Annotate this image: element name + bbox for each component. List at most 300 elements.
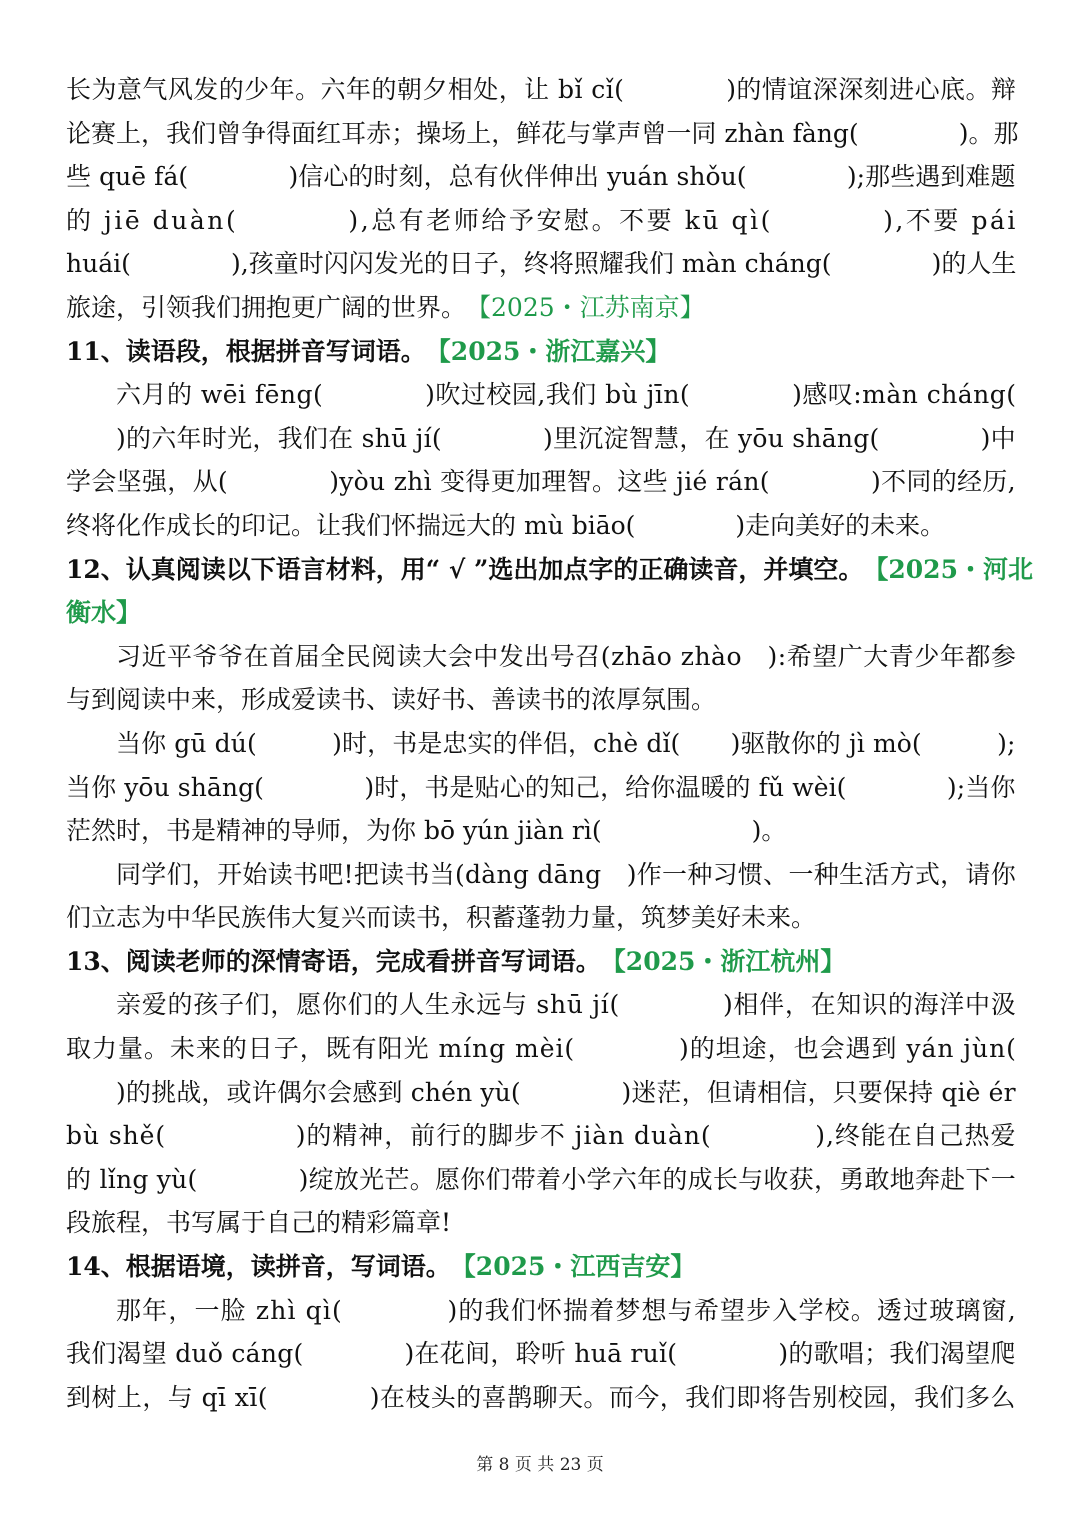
text-char: d — [634, 1121, 651, 1151]
text-line — [66, 68, 1016, 112]
text-char: 能 — [860, 1121, 886, 1151]
text-char — [601, 853, 626, 897]
text-char — [421, 1289, 446, 1333]
text-char: d — [646, 728, 663, 758]
text-char: 相 — [447, 75, 473, 104]
text-line — [66, 155, 1016, 199]
text-char: n — [901, 380, 918, 410]
text-char — [909, 112, 934, 156]
text-char: 前 — [410, 1121, 436, 1151]
text-char: ì — [423, 467, 432, 497]
text-char: ) — [726, 75, 736, 104]
text-char: 。 — [850, 1295, 876, 1325]
text-char: ú — [230, 728, 247, 758]
text-char — [789, 1114, 814, 1158]
text-char — [846, 460, 871, 504]
text-char — [653, 1027, 678, 1071]
text-char: n — [683, 1121, 700, 1151]
text-char: 怀 — [536, 1295, 562, 1325]
text-char: 师 — [453, 205, 479, 235]
text-char: 力 — [91, 1034, 117, 1064]
text-char: z — [255, 1295, 270, 1325]
text-char: m — [681, 249, 706, 279]
text-char: 勇 — [839, 1164, 865, 1194]
text-char: q — [941, 1077, 958, 1107]
text-char — [737, 242, 745, 286]
text-char: 园 — [511, 380, 537, 410]
text-char — [430, 1027, 438, 1071]
text-char: 成 — [687, 1164, 713, 1194]
text-char: 一 — [194, 1295, 220, 1325]
text-char: ū — [190, 728, 207, 758]
text-char: 步 — [746, 1295, 772, 1325]
text-char: 望 — [141, 1339, 167, 1369]
text-char — [601, 1027, 626, 1071]
text-char: 夕 — [422, 75, 448, 104]
text-char: , — [240, 249, 249, 279]
text-char: 些 — [642, 467, 668, 497]
text-char: 耳 — [341, 118, 367, 148]
text-char: ī — [249, 1382, 258, 1412]
text-char — [847, 766, 872, 810]
text-char: ， — [659, 1382, 685, 1412]
text-char: n — [608, 1121, 625, 1151]
text-char: 喜 — [481, 1382, 507, 1412]
text-char: 读 — [396, 641, 422, 671]
text-char: 意 — [116, 75, 142, 104]
text-char: 些 — [890, 162, 916, 192]
text-char: 在 — [379, 1382, 405, 1412]
text-char: 迷 — [631, 1077, 657, 1107]
text-char: ， — [201, 1077, 227, 1107]
text-char: 散 — [765, 728, 791, 758]
text-char: x — [234, 1382, 249, 1412]
text-char: 青 — [888, 641, 914, 671]
text-char: 强 — [141, 467, 167, 497]
text-char: 日 — [247, 1034, 273, 1064]
text-char: ， — [252, 423, 278, 453]
text-char: 你 — [460, 1164, 486, 1194]
text-char: à — [189, 205, 205, 235]
text-char: 一 — [788, 859, 814, 889]
text-char: 子 — [218, 990, 244, 1020]
text-char: y — [156, 1164, 171, 1194]
text-char: 头 — [430, 1382, 456, 1412]
text-char: 唱 — [838, 1339, 864, 1369]
text-char — [166, 722, 174, 766]
text-char: 召 — [575, 641, 601, 671]
text-char: 中 — [990, 423, 1016, 453]
text-char: ； — [391, 118, 417, 148]
text-char: 请 — [731, 1077, 757, 1107]
text-char — [708, 460, 716, 504]
text-char: m — [872, 728, 897, 758]
text-char: í — [423, 423, 432, 453]
text-char: 面 — [291, 118, 317, 148]
text-char: ， — [567, 728, 593, 758]
text-char: 出 — [573, 162, 599, 192]
text-char: h — [270, 1295, 287, 1325]
text-char: 当 — [965, 772, 991, 802]
text-line — [66, 983, 1016, 1027]
text-char: é — [441, 1077, 456, 1107]
text-char: 中 — [473, 641, 499, 671]
text-char: 们 — [939, 1382, 965, 1412]
text-char — [599, 155, 607, 199]
text-char: 月 — [141, 380, 167, 410]
text-char: 吹 — [435, 380, 461, 410]
text-char: 只 — [832, 1077, 858, 1107]
text-char: n — [456, 1077, 473, 1107]
text-char: 汲 — [990, 990, 1016, 1020]
text-char: ; — [1006, 728, 1016, 758]
text-line — [66, 1071, 1016, 1115]
text-char: è — [965, 1077, 981, 1107]
text-char: n — [720, 249, 737, 279]
text-char: 多 — [964, 1382, 990, 1412]
text-char: 茫 — [656, 1077, 682, 1107]
text-char — [304, 460, 329, 504]
text-char: 书 — [292, 859, 318, 889]
text-char: 加 — [516, 467, 542, 497]
text-char: 与 — [738, 1164, 764, 1194]
text-char: , — [360, 205, 369, 235]
text-char: 生 — [991, 249, 1017, 279]
text-char: 风 — [167, 75, 193, 104]
text-char — [918, 373, 926, 417]
text-char: 孩 — [248, 249, 274, 279]
text-char: á — [989, 205, 1005, 235]
text-char: f — [254, 380, 265, 410]
text-char: n — [207, 205, 224, 235]
text-char: 时 — [201, 423, 227, 453]
text-char: 要 — [933, 205, 959, 235]
text-char: ǐ — [574, 75, 583, 104]
text-char: 场 — [441, 118, 467, 148]
text-char: 你 — [91, 772, 117, 802]
text-char: 即 — [736, 1382, 762, 1412]
text-char: g — [832, 118, 849, 148]
text-char: f — [792, 118, 802, 148]
text-line — [66, 417, 1016, 461]
text-char: c — [593, 728, 608, 758]
text-char: ) — [288, 162, 299, 192]
text-char: 发 — [193, 75, 219, 104]
text-char: 学 — [798, 1295, 824, 1325]
text-char: d — [175, 1339, 192, 1369]
text-char: ) — [542, 423, 553, 453]
text-char: g — [277, 1339, 294, 1369]
text-char: 方 — [889, 859, 915, 889]
text-char: 们 — [244, 990, 270, 1020]
text-char: 相 — [733, 990, 759, 1020]
text-char: 给 — [481, 205, 507, 235]
text-char: 年 — [939, 641, 965, 671]
text-char: 伸 — [548, 162, 574, 192]
text-char — [797, 155, 822, 199]
text-char: 望 — [965, 1339, 991, 1369]
text-char — [703, 1332, 728, 1376]
text-char: n — [768, 118, 785, 148]
text-char: à — [711, 641, 726, 671]
text-char: 们 — [485, 1164, 511, 1194]
text-char: ) — [425, 380, 435, 410]
text-char — [307, 722, 332, 766]
text-char: 与 — [167, 1382, 193, 1412]
text-char: 终 — [523, 249, 549, 279]
question-title — [66, 548, 1033, 592]
text-char: ， — [940, 859, 966, 889]
text-char: 我 — [66, 1339, 92, 1369]
text-char — [238, 155, 263, 199]
text-char — [467, 417, 492, 461]
text-char: 遇 — [915, 162, 941, 192]
text-char — [706, 722, 731, 766]
question-title-text: 14、根据语境，读拼音，写词语。 — [66, 1252, 451, 1282]
text-char: 么 — [990, 1382, 1016, 1412]
text-char: 长 — [66, 75, 92, 104]
text-char — [955, 417, 980, 461]
text-char: 的 — [736, 75, 762, 104]
text-char: 学 — [141, 859, 167, 889]
text-char: m — [438, 1034, 463, 1064]
text-char: 学 — [66, 467, 92, 497]
text-char: 我 — [889, 1339, 915, 1369]
text-char: 步 — [513, 1121, 539, 1151]
text-char: 深 — [812, 75, 838, 104]
text-char: ( — [312, 380, 323, 410]
text-char: 里 — [552, 423, 578, 453]
text-char — [767, 373, 792, 417]
text-char: 会 — [819, 1034, 845, 1064]
text-char: 光 — [227, 423, 253, 453]
text-char: 下 — [965, 1164, 991, 1194]
text-char: 量 — [117, 1034, 143, 1064]
text-char: ì — [750, 205, 759, 235]
text-char: ō — [138, 772, 154, 802]
text-char: 不 — [881, 467, 907, 497]
text-char: u — [642, 1339, 659, 1369]
text-char: m — [862, 380, 886, 410]
text-char: 收 — [763, 1164, 789, 1194]
text-char — [897, 766, 922, 810]
text-char: 处 — [473, 75, 499, 104]
text-char: 的 — [423, 249, 449, 279]
text-char: 。 — [591, 467, 617, 497]
text-char — [529, 853, 537, 897]
text-char: i — [1007, 205, 1016, 235]
text-char: à — [801, 118, 817, 148]
text-char: ù — [494, 1077, 511, 1107]
text-char: 神 — [358, 1121, 384, 1151]
text-char: 那 — [865, 162, 891, 192]
text-char: h — [374, 423, 391, 453]
text-char: 伴 — [523, 162, 549, 192]
text-char: ē — [124, 205, 140, 235]
text-char: j — [963, 1034, 972, 1064]
text-char — [403, 1071, 411, 1115]
text-char — [784, 417, 792, 461]
text-char: 近 — [141, 641, 167, 671]
text-char: ē — [222, 380, 238, 410]
text-char: 璃 — [955, 1295, 981, 1325]
text-char: h — [607, 728, 624, 758]
text-char: 沉 — [578, 423, 604, 453]
text-char: 光 — [359, 1164, 385, 1194]
text-char — [246, 373, 254, 417]
text-char: h — [424, 1077, 441, 1107]
text-char: b — [558, 75, 575, 104]
text-char: i — [828, 772, 837, 802]
text-char — [223, 1158, 248, 1202]
text-char: 平 — [167, 641, 193, 671]
text-char: 愿 — [434, 1164, 460, 1194]
text-char: è — [813, 772, 829, 802]
text-char — [981, 1071, 989, 1115]
text-char: 来 — [195, 1034, 221, 1064]
text-char: ě — [139, 1121, 155, 1151]
text-char — [116, 766, 124, 810]
text-char — [343, 1289, 368, 1333]
text-char: 上 — [116, 1382, 142, 1412]
text-char: 要 — [646, 205, 672, 235]
text-char: 或 — [226, 1077, 252, 1107]
text-char: ( — [667, 1339, 677, 1369]
source-tag: 衡水】 — [66, 598, 142, 628]
text-char: 吧 — [318, 859, 344, 889]
text-char: 园 — [863, 1382, 889, 1412]
text-char: 习 — [116, 641, 142, 671]
text-char: ； — [864, 1339, 890, 1369]
text-char: 取 — [66, 1034, 92, 1064]
text-char: 忠 — [442, 728, 468, 758]
text-char: h — [624, 641, 641, 671]
text-char: 年 — [142, 1295, 168, 1325]
text-char: 、 — [763, 859, 789, 889]
text-char: i — [114, 205, 123, 235]
text-char: y — [124, 772, 139, 802]
text-char: 窗 — [981, 1295, 1007, 1325]
text-char — [566, 1114, 574, 1158]
text-char — [289, 766, 314, 810]
text-char: 的 — [306, 1121, 332, 1151]
text-char: 一 — [990, 1164, 1016, 1194]
text-char: 校 — [486, 380, 512, 410]
text-char: n — [221, 772, 238, 802]
text-char: 请 — [965, 859, 991, 889]
text-char: f — [154, 162, 164, 192]
text-char — [620, 983, 645, 1027]
text-char: ( — [257, 1382, 268, 1412]
text-char: 的 — [887, 990, 913, 1020]
question-title-text: 11、读语段，根据拼音写词语。 — [66, 336, 426, 366]
text-char: ， — [888, 1382, 914, 1412]
text-char: n — [789, 249, 806, 279]
text-char: 。 — [965, 75, 991, 104]
text-char: 奔 — [915, 1164, 941, 1194]
text-char: 学 — [586, 1164, 612, 1194]
text-char: 时 — [341, 728, 367, 758]
text-char: 活 — [864, 859, 890, 889]
text-char: 芒 — [384, 1164, 410, 1194]
text-char: n — [663, 380, 680, 410]
text-char: 希 — [786, 641, 812, 671]
text-char: 声 — [616, 118, 642, 148]
text-char — [880, 417, 905, 461]
text-char — [907, 242, 932, 286]
text-char: 中 — [965, 990, 991, 1020]
text-char: 的 — [166, 380, 192, 410]
text-char: 广 — [837, 641, 863, 671]
text-char: j — [574, 1121, 583, 1151]
text-char: 校 — [824, 1295, 850, 1325]
text-char: j — [676, 467, 684, 497]
text-char: b — [605, 380, 622, 410]
text-char: ) — [116, 423, 126, 453]
text-char: 渴 — [939, 1339, 965, 1369]
text-char: 敢 — [864, 1164, 890, 1194]
text-char: á — [245, 1339, 261, 1369]
text-char: 知 — [836, 990, 862, 1020]
text-char — [263, 155, 288, 199]
text-char: s — [676, 162, 690, 192]
text-char: 花 — [439, 1339, 465, 1369]
text-char: ò — [896, 728, 912, 758]
text-char: 驱 — [740, 728, 766, 758]
text-char: 到 — [940, 162, 966, 192]
text-char: h — [190, 772, 207, 802]
text-char — [882, 242, 907, 286]
text-char: 种 — [813, 859, 839, 889]
text-char — [597, 373, 605, 417]
text-char: ù — [621, 380, 638, 410]
text-char: z — [680, 641, 694, 671]
text-char: 刻 — [863, 75, 889, 104]
text-char: é — [692, 467, 708, 497]
text-char: g — [174, 728, 191, 758]
text-char — [668, 155, 676, 199]
text-char: b — [66, 1121, 83, 1151]
text-char — [624, 68, 649, 112]
text-char: u — [153, 772, 170, 802]
text-char: ， — [423, 162, 449, 192]
text-char: c — [231, 1339, 246, 1369]
text-char: ǐ — [605, 75, 614, 104]
text-char: 经 — [957, 467, 983, 497]
text-char: u — [767, 423, 784, 453]
text-char: 给 — [625, 772, 651, 802]
text-char: ( — [869, 423, 880, 453]
text-char: n — [568, 859, 585, 889]
text-char: 的 — [462, 1121, 488, 1151]
text-char: d — [214, 728, 231, 758]
text-char: ) — [883, 205, 893, 235]
text-char: ì — [322, 1295, 331, 1325]
text-char: í — [463, 1034, 472, 1064]
text-char: ī — [218, 1382, 226, 1412]
text-line — [66, 1158, 1016, 1202]
text-char — [385, 460, 393, 504]
text-char — [146, 155, 154, 199]
text-char: 愿 — [296, 990, 322, 1020]
text-char: ( — [187, 1164, 198, 1194]
text-char: 变 — [440, 467, 466, 497]
text-char — [167, 1332, 175, 1376]
text-char: ī — [654, 380, 663, 410]
text-char: 的 — [66, 205, 92, 235]
text-char: 终 — [834, 1121, 860, 1151]
text-char: 到 — [66, 1382, 92, 1412]
